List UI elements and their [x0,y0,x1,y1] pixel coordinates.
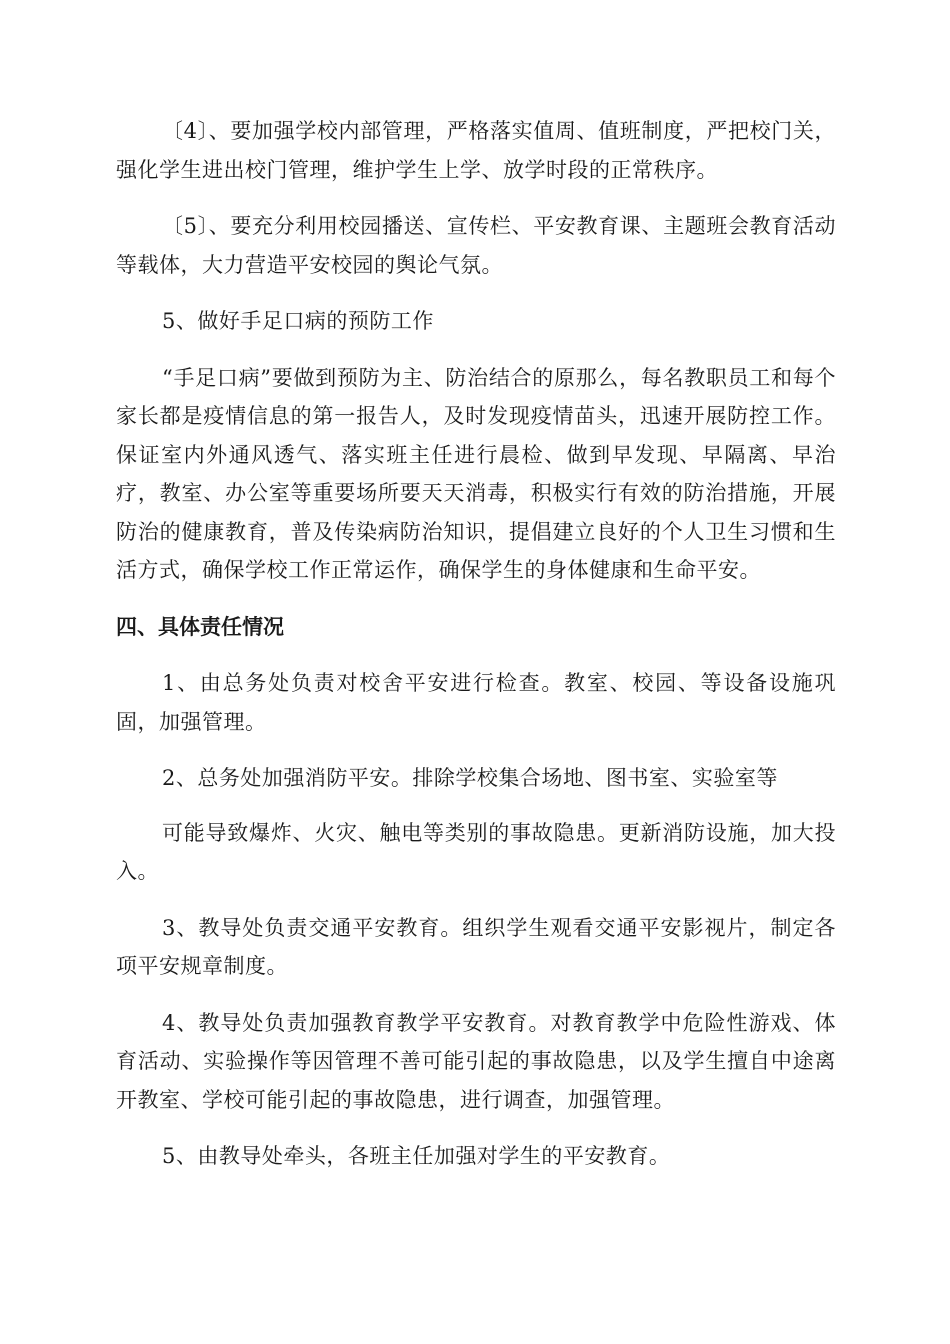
section-title-hand-foot-mouth: 5、做好手足口病的预防工作 [162,309,434,333]
paragraph-item-4: 〔4〕、要加强学校内部管理，严格落实值周、值班制度，严把校门关，强化学生进出校门管理，维护学生上学、放学时段的正常秩序。 [116,119,836,182]
paragraph-responsibility-3: 3、教导处负责交通平安教育。组织学生观看交通平安影视片，制定各项平安规章制度。 [116,915,836,978]
paragraph-responsibility-1: 1、由总务处负责对校舍平安进行检查。教室、校园、等设备设施巩固，加强管理。 [116,671,836,734]
paragraph-hand-foot-mouth: “手足口病”要做到预防为主、防治结合的原那么，每名教职员工和每个家长都是疫情信息的第一报告人，及时发现疫情苗头，迅速开展防控工作。保证室内外通风透气、落实班主任进行晨检、做到早发现、早隔离、早治疗，教室、办公室等重要场所要天天消毒，积极实行有效的防治措施，开展防治的健康教育，普及传染病防治知识，提倡建立良好的个人卫生习惯和生活方式，确保学校工作正常运作，确保学生的身体健康和生命平安。 [116,365,836,582]
document-page [116,112,836,1176]
paragraph-responsibility-2: 2、总务处加强消防平安。排除学校集合场地、图书室、实验室等 [162,766,778,790]
heading-specific-responsibilities: 四、具体责任情况 [116,614,284,639]
paragraph-responsibility-5: 5、由教导处牵头，各班主任加强对学生的平安教育。 [162,1144,671,1168]
paragraph-responsibility-2-continued: 可能导致爆炸、火灾、触电等类别的事故隐患。更新消防设施，加大投入。 [116,820,836,883]
paragraph-item-5: 〔5〕、要充分利用校园播送、宣传栏、平安教育课、主题班会教育活动等载体，大力营造平安校园的舆论气氛。 [116,214,836,277]
paragraph-responsibility-4: 4、教导处负责加强教育教学平安教育。对教育教学中危险性游戏、体育活动、实验操作等因管理不善可能引起的事故隐患，以及学生擅自中途离开教室、学校可能引起的事故隐患，进行调查，加强管理。 [116,1010,836,1112]
